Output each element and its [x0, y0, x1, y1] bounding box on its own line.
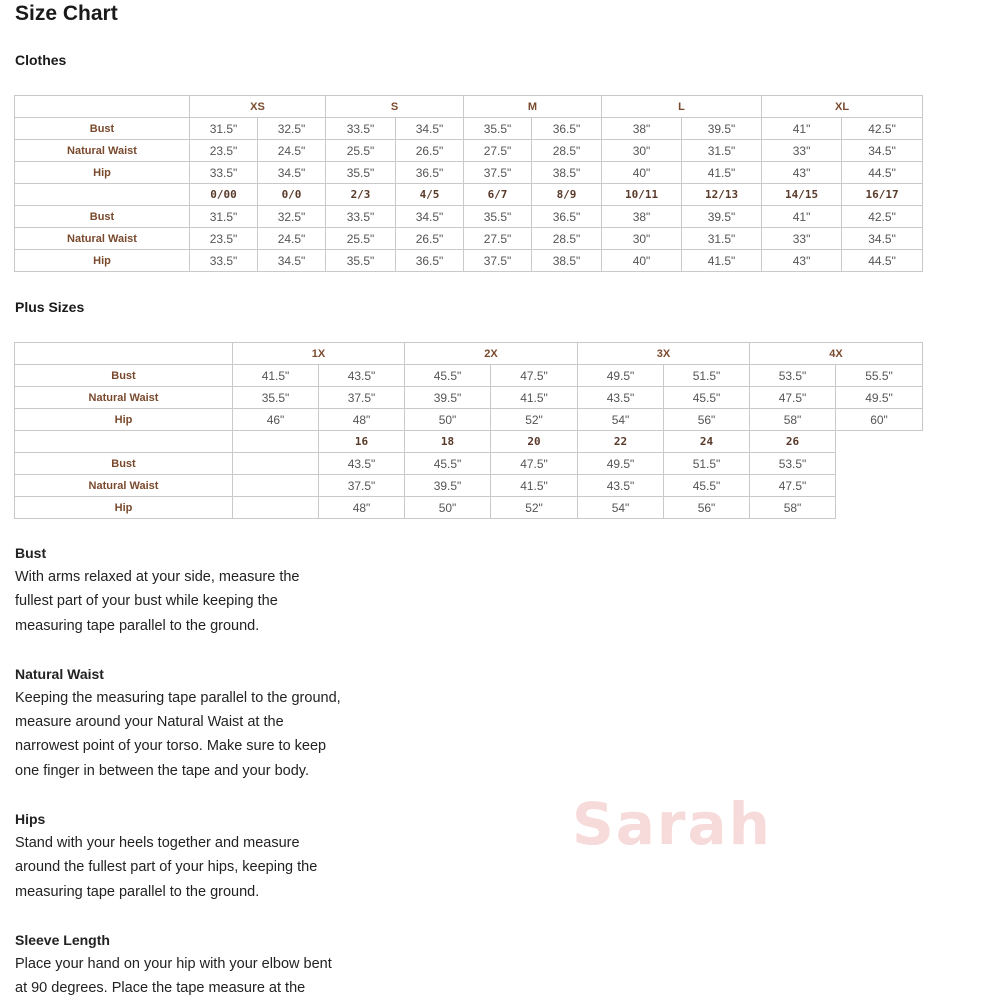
- size-label-2x: 2X: [405, 343, 578, 365]
- measurement-value: 26.5": [396, 140, 464, 162]
- measurement-value: 36.5": [532, 206, 602, 228]
- measurement-value: 32.5": [258, 118, 326, 140]
- measurement-value: 33": [762, 228, 842, 250]
- guide-hips-title: Hips: [15, 811, 46, 828]
- measurement-value: 35.5": [326, 162, 396, 184]
- measurement-value: 47.5": [491, 453, 578, 475]
- measurement-guide: [15, 541, 375, 1001]
- measurement-value: 37.5": [319, 475, 405, 497]
- size-code: 16/17: [842, 184, 923, 206]
- measurement-value: 31.5": [190, 118, 258, 140]
- measurement-value: 37.5": [319, 387, 405, 409]
- measurement-value: 41": [762, 118, 842, 140]
- measurement-value: 58": [750, 497, 836, 519]
- code-corner-cell: [15, 431, 233, 453]
- measurement-value: 39.5": [405, 475, 491, 497]
- measurement-value: 58": [750, 409, 836, 431]
- measurement-value: 53.5": [750, 365, 836, 387]
- measurement-value: 33": [762, 140, 842, 162]
- measurement-value: 45.5": [405, 453, 491, 475]
- guide-sleeve-length: [15, 928, 375, 1001]
- size-code: 2/3: [326, 184, 396, 206]
- measurement-label: Natural Waist: [15, 228, 190, 250]
- measurement-value: 40": [602, 250, 682, 272]
- measurement-value: 47.5": [750, 387, 836, 409]
- measurement-value: 35.5": [326, 250, 396, 272]
- size-header-row: [15, 96, 923, 118]
- measurement-value: 44.5": [842, 162, 923, 184]
- empty-cell: [233, 475, 319, 497]
- measurement-value: 41.5": [491, 475, 578, 497]
- measurement-value: 23.5": [190, 228, 258, 250]
- measurement-value: 37.5": [464, 162, 532, 184]
- measurement-value: 39.5": [405, 387, 491, 409]
- measurement-value: 49.5": [578, 365, 664, 387]
- table-row: [15, 228, 923, 250]
- table-row: [15, 387, 923, 409]
- measurement-label: Hip: [15, 409, 233, 431]
- brand-watermark: Sarah: [572, 790, 772, 858]
- measurement-value: 50": [405, 409, 491, 431]
- guide-natural-waist: [15, 662, 375, 783]
- size-code: 0/00: [190, 184, 258, 206]
- size-code: 4/5: [396, 184, 464, 206]
- guide-text-line: measuring tape parallel to the ground.: [15, 883, 260, 900]
- measurement-value: 35.5": [233, 387, 319, 409]
- measurement-value: 38": [602, 206, 682, 228]
- table-row: [15, 365, 923, 387]
- guide-text-line: one finger in between the tape and your body.: [15, 762, 309, 779]
- measurement-value: 52": [491, 409, 578, 431]
- size-label-m: M: [464, 96, 602, 118]
- measurement-value: 41": [762, 206, 842, 228]
- measurement-label: Bust: [15, 365, 233, 387]
- size-code: 16: [319, 431, 405, 453]
- measurement-label: Bust: [15, 453, 233, 475]
- measurement-label: Natural Waist: [15, 475, 233, 497]
- size-code: 0/0: [258, 184, 326, 206]
- table-row: [15, 140, 923, 162]
- empty-cell: [836, 431, 923, 453]
- measurement-value: 41.5": [682, 250, 762, 272]
- guide-text-line: around the fullest part of your hips, keeping the: [15, 859, 318, 876]
- table-row: [15, 409, 923, 431]
- measurement-value: 30": [602, 228, 682, 250]
- size-code: 14/15: [762, 184, 842, 206]
- measurement-value: 56": [664, 497, 750, 519]
- size-header-row: [15, 343, 923, 365]
- table-row: [15, 162, 923, 184]
- clothes-size-table: [14, 95, 923, 272]
- measurement-value: 52": [491, 497, 578, 519]
- measurement-value: 46": [233, 409, 319, 431]
- size-code: 8/9: [532, 184, 602, 206]
- measurement-value: 24.5": [258, 228, 326, 250]
- size-code: 6/7: [464, 184, 532, 206]
- size-code: 12/13: [682, 184, 762, 206]
- guide-text-line: at 90 degrees. Place the tape measure at the: [15, 980, 306, 997]
- measurement-label: Hip: [15, 497, 233, 519]
- guide-text-line: Place your hand on your hip with your elbow bent: [15, 955, 332, 972]
- table-row: [15, 475, 923, 497]
- measurement-value: 38": [602, 118, 682, 140]
- size-code: 26: [750, 431, 836, 453]
- empty-cell: [836, 453, 923, 475]
- guide-natural-waist-title: Natural Waist: [15, 665, 104, 682]
- measurement-value: 34.5": [842, 228, 923, 250]
- page-title: Size Chart: [15, 2, 118, 25]
- size-label-xs: XS: [190, 96, 326, 118]
- measurement-value: 41.5": [233, 365, 319, 387]
- measurement-value: 51.5": [664, 365, 750, 387]
- table-row: [15, 453, 923, 475]
- measurement-value: 42.5": [842, 206, 923, 228]
- guide-text-line: Stand with your heels together and measure: [15, 835, 300, 852]
- empty-cell: [233, 431, 319, 453]
- measurement-value: 34.5": [842, 140, 923, 162]
- guide-bust-title: Bust: [15, 545, 47, 561]
- guide-hips: [15, 807, 375, 904]
- measurement-value: 45.5": [664, 387, 750, 409]
- guide-text-line: narrowest point of your torso. Make sure to keep: [15, 738, 327, 755]
- measurement-value: 28.5": [532, 140, 602, 162]
- size-code: 24: [664, 431, 750, 453]
- measurement-value: 33.5": [326, 206, 396, 228]
- measurement-value: 34.5": [396, 206, 464, 228]
- measurement-value: 43": [762, 250, 842, 272]
- measurement-value: 60": [836, 409, 923, 431]
- measurement-value: 49.5": [578, 453, 664, 475]
- measurement-value: 54": [578, 497, 664, 519]
- guide-text-line: Keeping the measuring tape parallel to the ground,: [15, 689, 341, 706]
- measurement-value: 45.5": [405, 365, 491, 387]
- measurement-value: 23.5": [190, 140, 258, 162]
- size-code: 22: [578, 431, 664, 453]
- measurement-value: 47.5": [491, 365, 578, 387]
- table-row: [15, 206, 923, 228]
- measurement-value: 48": [319, 409, 405, 431]
- guide-text-line: measuring tape parallel to the ground.: [15, 617, 260, 634]
- measurement-value: 31.5": [190, 206, 258, 228]
- measurement-value: 33.5": [190, 250, 258, 272]
- measurement-value: 24.5": [258, 140, 326, 162]
- size-code: 10/11: [602, 184, 682, 206]
- size-code-row: [15, 184, 923, 206]
- measurement-value: 33.5": [326, 118, 396, 140]
- empty-cell: [836, 497, 923, 519]
- measurement-value: 39.5": [682, 206, 762, 228]
- plus-sizes-heading: Plus Sizes: [15, 299, 85, 315]
- header-corner-cell: [15, 96, 190, 118]
- measurement-label: Hip: [15, 250, 190, 272]
- measurement-label: Bust: [15, 206, 190, 228]
- measurement-label: Natural Waist: [15, 387, 233, 409]
- measurement-label: Bust: [15, 118, 190, 140]
- size-code-row: [15, 431, 923, 453]
- measurement-value: 25.5": [326, 140, 396, 162]
- measurement-value: 33.5": [190, 162, 258, 184]
- guide-text-line: measure around your Natural Waist at the: [15, 714, 284, 731]
- size-code: 18: [405, 431, 491, 453]
- guide-bust: [15, 541, 375, 638]
- guide-sleeve-length-title: Sleeve Length: [15, 931, 110, 948]
- measurement-value: 47.5": [750, 475, 836, 497]
- measurement-value: 31.5": [682, 140, 762, 162]
- measurement-value: 32.5": [258, 206, 326, 228]
- measurement-value: 27.5": [464, 228, 532, 250]
- measurement-value: 30": [602, 140, 682, 162]
- size-label-3x: 3X: [578, 343, 750, 365]
- measurement-value: 36.5": [532, 118, 602, 140]
- measurement-value: 36.5": [396, 250, 464, 272]
- size-label-s: S: [326, 96, 464, 118]
- empty-cell: [836, 475, 923, 497]
- guide-text-line: fullest part of your bust while keeping the: [15, 593, 278, 610]
- measurement-value: 36.5": [396, 162, 464, 184]
- measurement-value: 35.5": [464, 118, 532, 140]
- size-label-1x: 1X: [233, 343, 405, 365]
- guide-text-line: With arms relaxed at your side, measure the: [15, 569, 300, 585]
- measurement-value: 54": [578, 409, 664, 431]
- measurement-value: 50": [405, 497, 491, 519]
- measurement-value: 40": [602, 162, 682, 184]
- measurement-value: 42.5": [842, 118, 923, 140]
- measurement-value: 39.5": [682, 118, 762, 140]
- size-label-xl: XL: [762, 96, 923, 118]
- size-code: 20: [491, 431, 578, 453]
- measurement-label: Hip: [15, 162, 190, 184]
- size-label-4x: 4X: [750, 343, 923, 365]
- measurement-value: 56": [664, 409, 750, 431]
- header-corner-cell: [15, 343, 233, 365]
- table-row: [15, 250, 923, 272]
- measurement-value: 44.5": [842, 250, 923, 272]
- code-corner-cell: [15, 184, 190, 206]
- table-row: [15, 497, 923, 519]
- measurement-value: 43.5": [319, 453, 405, 475]
- measurement-label: Natural Waist: [15, 140, 190, 162]
- measurement-value: 43.5": [319, 365, 405, 387]
- measurement-value: 51.5": [664, 453, 750, 475]
- measurement-value: 53.5": [750, 453, 836, 475]
- measurement-value: 34.5": [258, 162, 326, 184]
- measurement-value: 41.5": [682, 162, 762, 184]
- measurement-value: 31.5": [682, 228, 762, 250]
- measurement-value: 43.5": [578, 387, 664, 409]
- measurement-value: 43.5": [578, 475, 664, 497]
- measurement-value: 38.5": [532, 250, 602, 272]
- measurement-value: 43": [762, 162, 842, 184]
- measurement-value: 34.5": [258, 250, 326, 272]
- measurement-value: 38.5": [532, 162, 602, 184]
- empty-cell: [233, 497, 319, 519]
- measurement-value: 34.5": [396, 118, 464, 140]
- table-row: [15, 118, 923, 140]
- clothes-heading: Clothes: [15, 52, 67, 68]
- measurement-value: 26.5": [396, 228, 464, 250]
- measurement-value: 35.5": [464, 206, 532, 228]
- measurement-value: 49.5": [836, 387, 923, 409]
- measurement-value: 27.5": [464, 140, 532, 162]
- measurement-value: 28.5": [532, 228, 602, 250]
- measurement-value: 25.5": [326, 228, 396, 250]
- plus-size-table: [14, 342, 923, 519]
- empty-cell: [233, 453, 319, 475]
- measurement-value: 48": [319, 497, 405, 519]
- measurement-value: 55.5": [836, 365, 923, 387]
- measurement-value: 45.5": [664, 475, 750, 497]
- measurement-value: 41.5": [491, 387, 578, 409]
- size-label-l: L: [602, 96, 762, 118]
- measurement-value: 37.5": [464, 250, 532, 272]
